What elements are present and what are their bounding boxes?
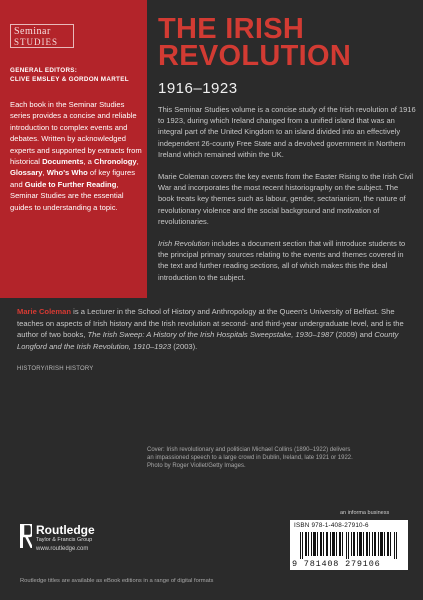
- cover-credit: [147, 446, 357, 471]
- cover-credit-line: Cover: Irish revolutionary and politician Michael Collins (1890–1922) delivers: [147, 447, 351, 453]
- book-title: [158, 13, 418, 72]
- isbn-digits: 9 781408 279106: [292, 559, 381, 569]
- title-dates: 1916–1923: [158, 80, 238, 97]
- blurb-bold-further-reading: Guide to Further Reading: [24, 179, 117, 189]
- general-editors: [10, 66, 140, 84]
- author-text: (2003).: [171, 341, 198, 351]
- author-book1: The Irish Sweep: A History of the Irish Hospitals Sweepstake, 1930–1987: [87, 330, 334, 340]
- blurb-bold-glossary: Glossary: [10, 168, 43, 178]
- isbn-barcode: [290, 520, 408, 570]
- description-italic-title: Irish Revolution: [158, 239, 210, 249]
- blurb-text: , a: [83, 157, 94, 167]
- blurb-text: ,: [136, 157, 139, 167]
- title-line1: THE IRISH: [158, 13, 305, 45]
- author-text: is a Lecturer in the School of History and Anthropology at the Queen's University of Belfast. She teaches on aspects of Irish history and the Irish revolution at second- and third-year undergraduate level, and is the author of two books,: [17, 307, 404, 340]
- publisher-name: Routledge: [36, 523, 95, 537]
- description-p2: Marie Coleman covers the key events from the Easter Rising to the Irish Civil War and incorporates the most recent historiography on the subject. The book treats key themes such as labour, gender, sectarianism, the nature of revolutionary violence and the social background and motivation of revolutionaries.: [158, 172, 414, 226]
- blurb-bold-whos-who: Who's Who: [46, 168, 88, 178]
- blurb-bold-documents: Documents: [42, 157, 84, 167]
- blurb-text: , Seminar Studies are the essential guides to understanding a topic.: [10, 179, 124, 212]
- publisher-group: Taylor & Francis Group: [36, 537, 93, 543]
- author-book2: County Longford and the Irish Revolution, 1910–1923: [17, 330, 399, 351]
- barcode-icon: [300, 532, 398, 559]
- blurb-bold-chronology: Chronology: [94, 157, 137, 167]
- book-description: [158, 104, 416, 294]
- seminar-studies-logo: [10, 24, 74, 48]
- blurb-text: ,: [42, 168, 47, 178]
- title-line2: REVOLUTION: [158, 40, 352, 72]
- category-label: HISTORY/IRISH HISTORY: [17, 366, 94, 372]
- cover-credit-line: an impassioned speech to a large crowd in Dublin, Ireland, late 1921 or 1922.: [147, 455, 353, 462]
- logo-line2: STUDIES: [14, 37, 59, 47]
- ebook-note: Routledge titles are available as eBook editions in a range of digital formats: [20, 578, 214, 584]
- editors-names: CLIVE EMSLEY & GORDON MARTEL: [10, 76, 129, 83]
- logo-line1: Seminar: [14, 26, 51, 37]
- description-p3: [158, 238, 416, 283]
- author-bio: [17, 306, 411, 352]
- series-blurb: [10, 99, 142, 213]
- author-name: Marie Coleman: [17, 307, 72, 316]
- author-text: (2009) and: [333, 330, 375, 340]
- blurb-text: of key figures and: [10, 168, 136, 189]
- editors-label: GENERAL EDITORS:: [10, 67, 78, 74]
- informa-tagline: an informa business: [340, 510, 390, 516]
- cover-credit-line: Photo by Roger Viollet/Getty Images.: [147, 463, 246, 470]
- routledge-r-icon: [20, 524, 32, 548]
- publisher-url: www.routledge.com: [36, 546, 89, 552]
- description-p1: This Seminar Studies volume is a concise study of the Irish revolution of 1916 to 1923, during which Ireland changed from a unified island that was an integral part of the United Kingdom to an island divided into an effectively independent 26-county Free State and a devolved government in Northern Ireland which remained within the UK.: [158, 105, 416, 159]
- blurb-text: Each book in the Seminar Studies series provides a concise and reliable introduction to complex events and debates. Written by acknowledged experts and supported by extracts from historical: [10, 100, 142, 167]
- description-p3-text: includes a document section that will introduce students to the principal primary sources relating to the events and themes covered in the text and further reading sections, all of which makes this the ideal introduction to the subject.: [158, 239, 406, 282]
- series-panel: [0, 0, 147, 298]
- isbn-label: ISBN 978-1-408-27910-6: [294, 522, 369, 529]
